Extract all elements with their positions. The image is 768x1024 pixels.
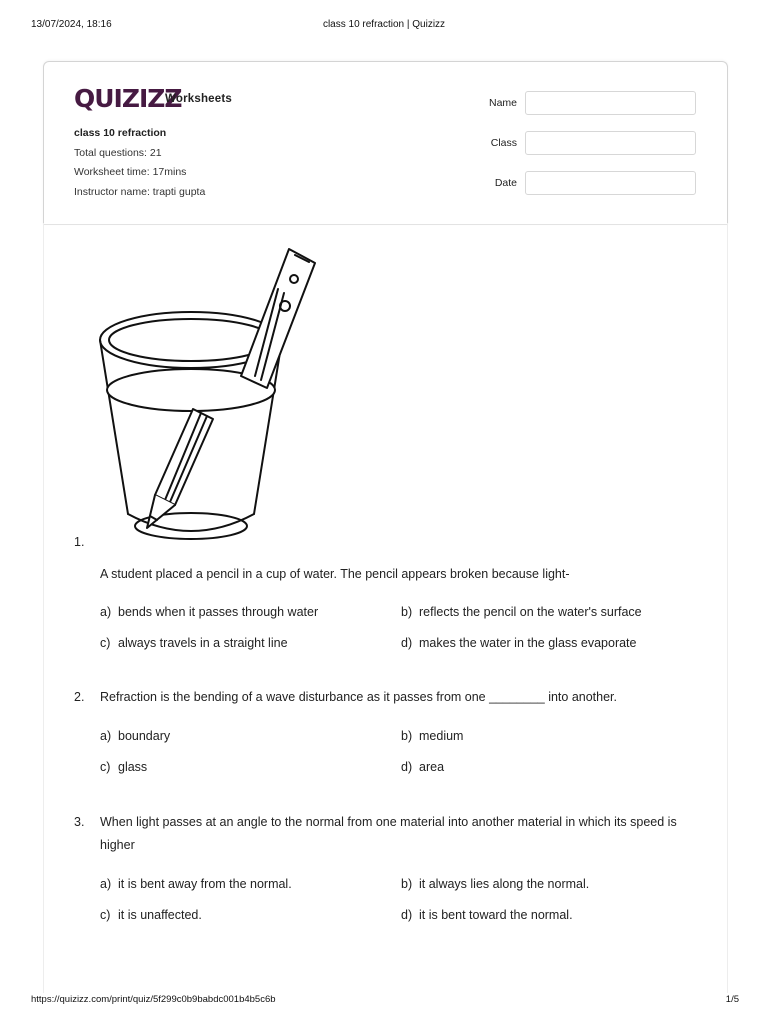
date-field[interactable] [525,171,696,195]
print-date: 13/07/2024, 18:16 [31,19,112,30]
question-3-option-d: d) it is bent toward the normal. [401,908,573,922]
question-1-option-d: d) makes the water in the glass evaporate [401,636,637,650]
question-2-option-d: d) area [401,760,445,774]
question-3-option-c: c) it is unaffected. [100,908,202,922]
question-2-text: Refraction is the bending of a wave disturbance as it passes from one ________ into another. [100,690,617,704]
date-label: Date [494,177,517,189]
total-questions: Total questions: 21 [74,147,162,159]
class-label: Class [490,137,517,149]
pencil-lower [147,409,213,528]
print-page-number: 1/5 [725,994,739,1005]
name-label: Name [488,97,517,109]
question-3-option-b: b) it always lies along the normal. [401,877,590,891]
question-2-option-c: c) glass [100,760,148,774]
pencil-in-water-image [97,243,342,545]
question-3-text: When light passes at an angle to the normal from one material into another material in which its speed is higher [100,815,677,852]
question-2-option-a: a) boundary [100,729,171,743]
question-1-option-b: b) reflects the pencil on the water's surface [401,605,642,619]
question-2-number: 2. [74,690,85,704]
question-3-number: 3. [74,815,85,829]
question-2-option-b: b) medium [401,729,464,743]
question-1-text: A student placed a pencil in a cup of water. The pencil appears broken because light- [100,567,570,581]
quizizz-logo: QUIZIZZ [74,84,182,113]
quiz-title: class 10 refraction [74,127,167,139]
question-1-option-c: c) always travels in a straight line [100,636,288,650]
question-1-option-a: a) bends when it passes through water [100,605,319,619]
name-field[interactable] [525,91,696,115]
glass-left-wall [100,340,128,514]
instructor-name: Instructor name: trapti gupta [74,186,206,198]
question-1-number: 1. [74,535,85,549]
class-field[interactable] [525,131,696,155]
print-url: https://quizizz.com/print/quiz/5f299c0b9babdc001b4b5c6b [31,994,276,1005]
print-title: class 10 refraction | Quizizz [322,19,446,30]
logo-subtitle: Worksheets [165,93,232,105]
worksheet-header-card [43,61,728,225]
worksheet-time: Worksheet time: 17mins [74,166,187,178]
question-3-option-a: a) it is bent away from the normal. [100,877,292,891]
